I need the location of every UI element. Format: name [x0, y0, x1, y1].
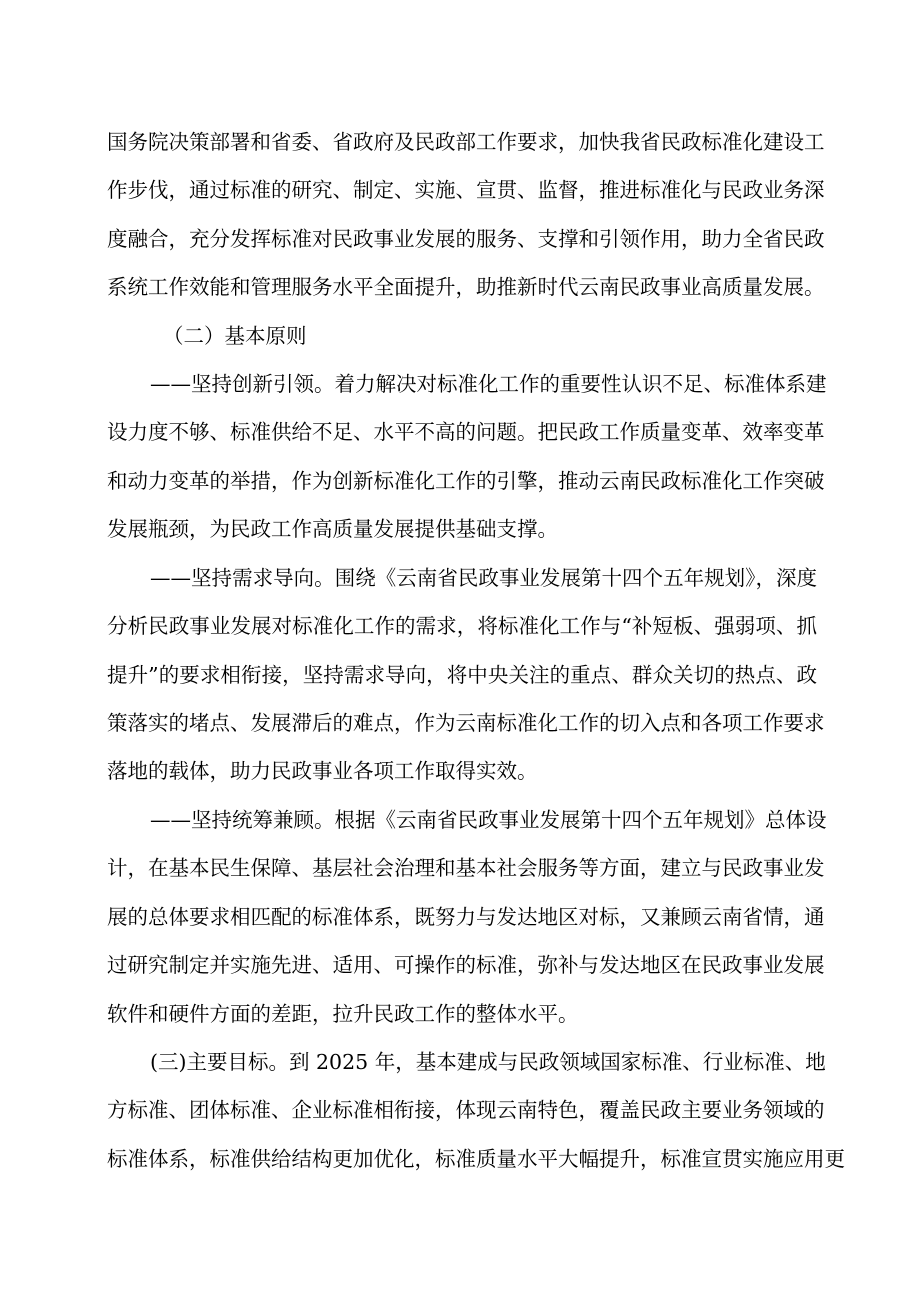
paragraph-line: 标准体系，标准供给结构更加优化，标准质量水平大幅提升，标准宣贯实施应用更	[107, 1147, 845, 1171]
paragraph-line: 和动力变革的举措，作为创新标准化工作的引擎，推动云南民政标准化工作突破	[107, 469, 825, 493]
paragraph-line: 落地的载体，助力民政事业各项工作取得实效。	[107, 759, 538, 783]
section-heading: （二）基本原则	[163, 324, 307, 348]
paragraph-line: 展的总体要求相匹配的标准体系，既努力与发达地区对标，又兼顾云南省情，通	[107, 905, 825, 929]
paragraph-line: 分析民政事业发展对标准化工作的需求，将标准化工作与“补短板、强弱项、抓	[107, 614, 817, 638]
paragraph-line: 策落实的堵点、发展滞后的难点，作为云南标准化工作的切入点和各项工作要求	[107, 711, 825, 735]
paragraph-line: 度融合，充分发挥标准对民政事业发展的服务、支撑和引领作用，助力全省民政	[107, 227, 825, 251]
paragraph-line: 软件和硬件方面的差距，拉升民政工作的整体水平。	[107, 1002, 579, 1026]
paragraph-line: 设力度不够、标准供给不足、水平不高的问题。把民政工作质量变革、效率变革	[107, 420, 825, 444]
paragraph-line: ——坚持创新引领。着力解决对标准化工作的重要性认识不足、标准体系建	[150, 372, 827, 396]
paragraph-line: 系统工作效能和管理服务水平全面提升，助推新时代云南民政事业高质量发展。	[107, 275, 825, 299]
paragraph-line: 国务院决策部署和省委、省政府及民政部工作要求，加快我省民政标准化建设工	[107, 130, 825, 154]
paragraph-line: 计，在基本民生保障、基层社会治理和基本社会服务等方面，建立与民政事业发	[107, 856, 825, 880]
paragraph-line: 发展瓶颈，为民政工作高质量发展提供基础支撑。	[107, 517, 558, 541]
paragraph-line: (三)主要目标。到 2025 年，基本建成与民政领域国家标准、行业标准、地	[150, 1050, 826, 1074]
paragraph-line: ——坚持需求导向。围绕《云南省民政事业发展第十四个五年规划》，深度	[150, 566, 817, 590]
paragraph-line: 过研究制定并实施先进、适用、可操作的标准，弥补与发达地区在民政事业发展	[107, 953, 825, 977]
paragraph-line: 作步伐，通过标准的研究、制定、实施、宣贯、监督，推进标准化与民政业务深	[107, 178, 825, 202]
paragraph-line: 提升”的要求相衔接，坚持需求导向，将中央关注的重点、群众关切的热点、政	[107, 663, 817, 687]
paragraph-line: 方标准、团体标准、企业标准相衔接，体现云南特色，覆盖民政主要业务领域的	[107, 1098, 825, 1122]
paragraph-line: ——坚持统筹兼顾。根据《云南省民政事业发展第十四个五年规划》总体设	[150, 808, 827, 832]
